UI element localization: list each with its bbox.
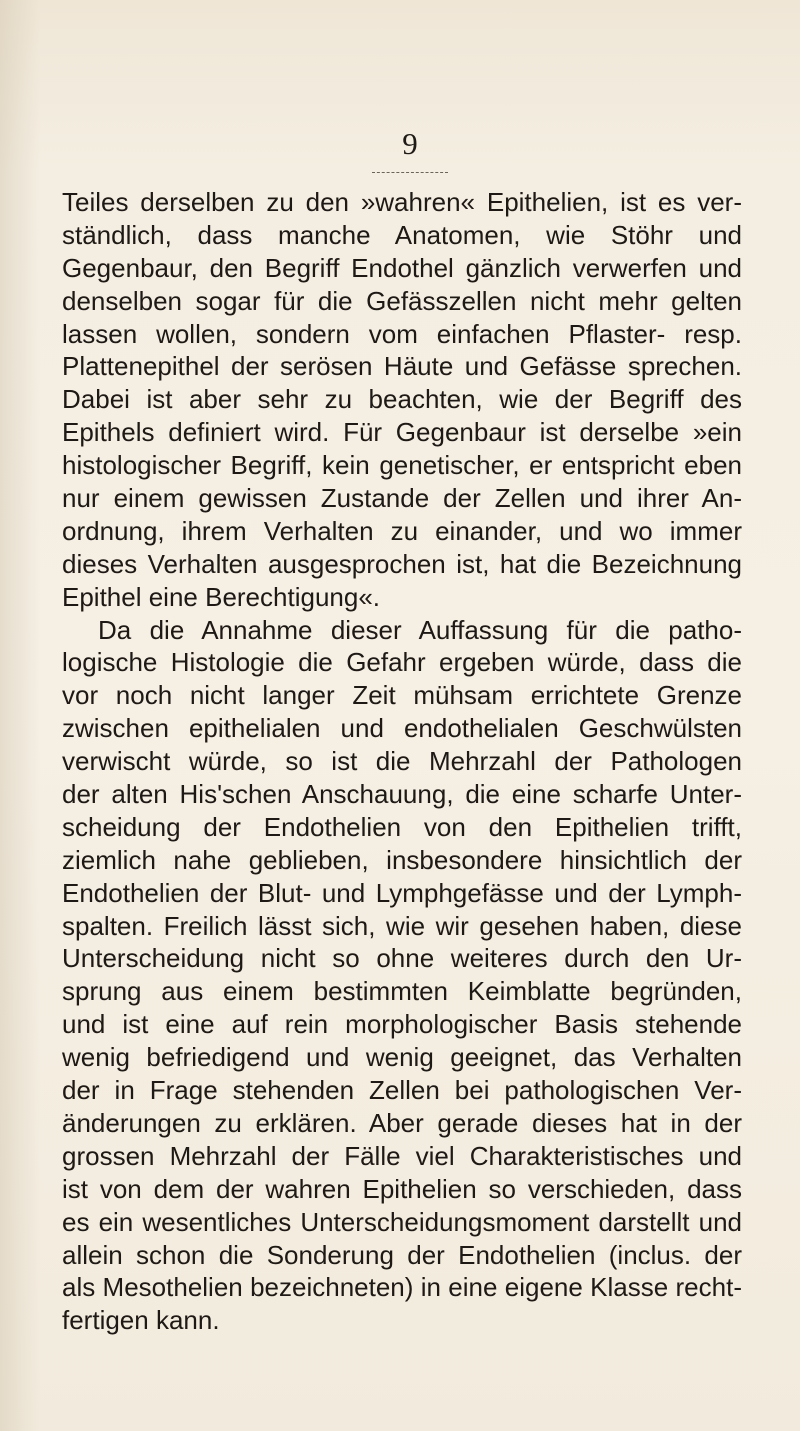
text-line: Epithels definiert wird. Für Gegenbaur ist derselbe »ein: [62, 417, 742, 448]
page-number-rule: [372, 172, 448, 173]
text-line: ordnung, ihrem Verhalten zu einander, und wo immer: [62, 515, 742, 546]
page-number: 9: [402, 126, 418, 161]
text-line: lassen wollen, sondern vom einfachen Pflaster- resp.: [62, 318, 742, 349]
paragraph-end-line: fertigen kann.: [62, 1305, 220, 1336]
text-line: scheidung der Endothelien von den Epithelien trifft,: [62, 811, 742, 842]
text-line: ziemlich nahe geblieben, insbesondere hinsichtlich der: [62, 844, 742, 875]
text-line: verwischt würde, so ist die Mehrzahl der Pathologen: [62, 746, 742, 777]
text-line: Teiles derselben zu den »wahren« Epithelien, ist es ver-: [62, 187, 742, 217]
text-line: sprung aus einem bestimmten Keimblatte begründen,: [62, 976, 742, 1007]
text-line: logische Histologie die Gefahr ergeben würde, dass die: [62, 647, 742, 678]
text-line: ist von dem der wahren Epithelien so verschieden, dass: [62, 1173, 742, 1204]
text-line: wenig befriedigend und wenig geeignet, das Verhalten: [62, 1042, 742, 1073]
text-line: grossen Mehrzahl der Fälle viel Charakteristisches und: [62, 1140, 742, 1171]
text-line: vor noch nicht langer Zeit mühsam errichtete Grenze: [62, 680, 742, 711]
text-line: denselben sogar für die Gefässzellen nicht mehr gelten: [62, 285, 742, 316]
body-text: [62, 186, 742, 1337]
text-line: Unterscheidung nicht so ohne weiteres durch den Ur-: [62, 943, 742, 974]
text-line: es ein wesentliches Unterscheidungsmoment darstellt und: [62, 1206, 742, 1237]
text-line: histologischer Begriff, kein genetischer, er entspricht eben: [62, 450, 742, 481]
text-line: dieses Verhalten ausgesprochen ist, hat die Bezeichnung: [62, 548, 742, 579]
text-line: Plattenepithel der serösen Häute und Gefässe sprechen.: [62, 351, 742, 382]
text-line: zwischen epithelialen und endothelialen Geschwülsten: [62, 713, 742, 744]
text-line: änderungen zu erklären. Aber gerade dieses hat in der: [62, 1107, 742, 1138]
text-line: als Mesothelien bezeichneten) in eine eigene Klasse recht-: [62, 1272, 742, 1303]
paragraph-start-line: Da die Annahme dieser Auffassung für die patho-: [98, 614, 742, 645]
text-line: Gegenbaur, den Begriff Endothel gänzlich verwerfen und: [62, 252, 742, 283]
text-line: allein schon die Sonderung der Endothelien (inclus. der: [62, 1239, 742, 1270]
text-line: spalten. Freilich lässt sich, wie wir gesehen haben, diese: [62, 910, 742, 941]
text-line: Dabei ist aber sehr zu beachten, wie der Begriff des: [62, 384, 742, 415]
text-line: ständlich, dass manche Anatomen, wie Stöhr und: [62, 219, 742, 250]
text-line: und ist eine auf rein morphologischer Basis stehende: [62, 1009, 742, 1040]
paragraph-end-line: Epithel eine Berechtigung«.: [62, 581, 381, 612]
text-line: der in Frage stehenden Zellen bei pathologischen Ver-: [62, 1075, 742, 1106]
text-line: Endothelien der Blut- und Lymphgefässe und der Lymph-: [62, 877, 742, 908]
text-line: nur einem gewissen Zustande der Zellen und ihrer An-: [62, 483, 742, 514]
page-edge-shading: [0, 0, 40, 1431]
text-line: der alten His'schen Anschauung, die eine scharfe Unter-: [62, 779, 742, 810]
